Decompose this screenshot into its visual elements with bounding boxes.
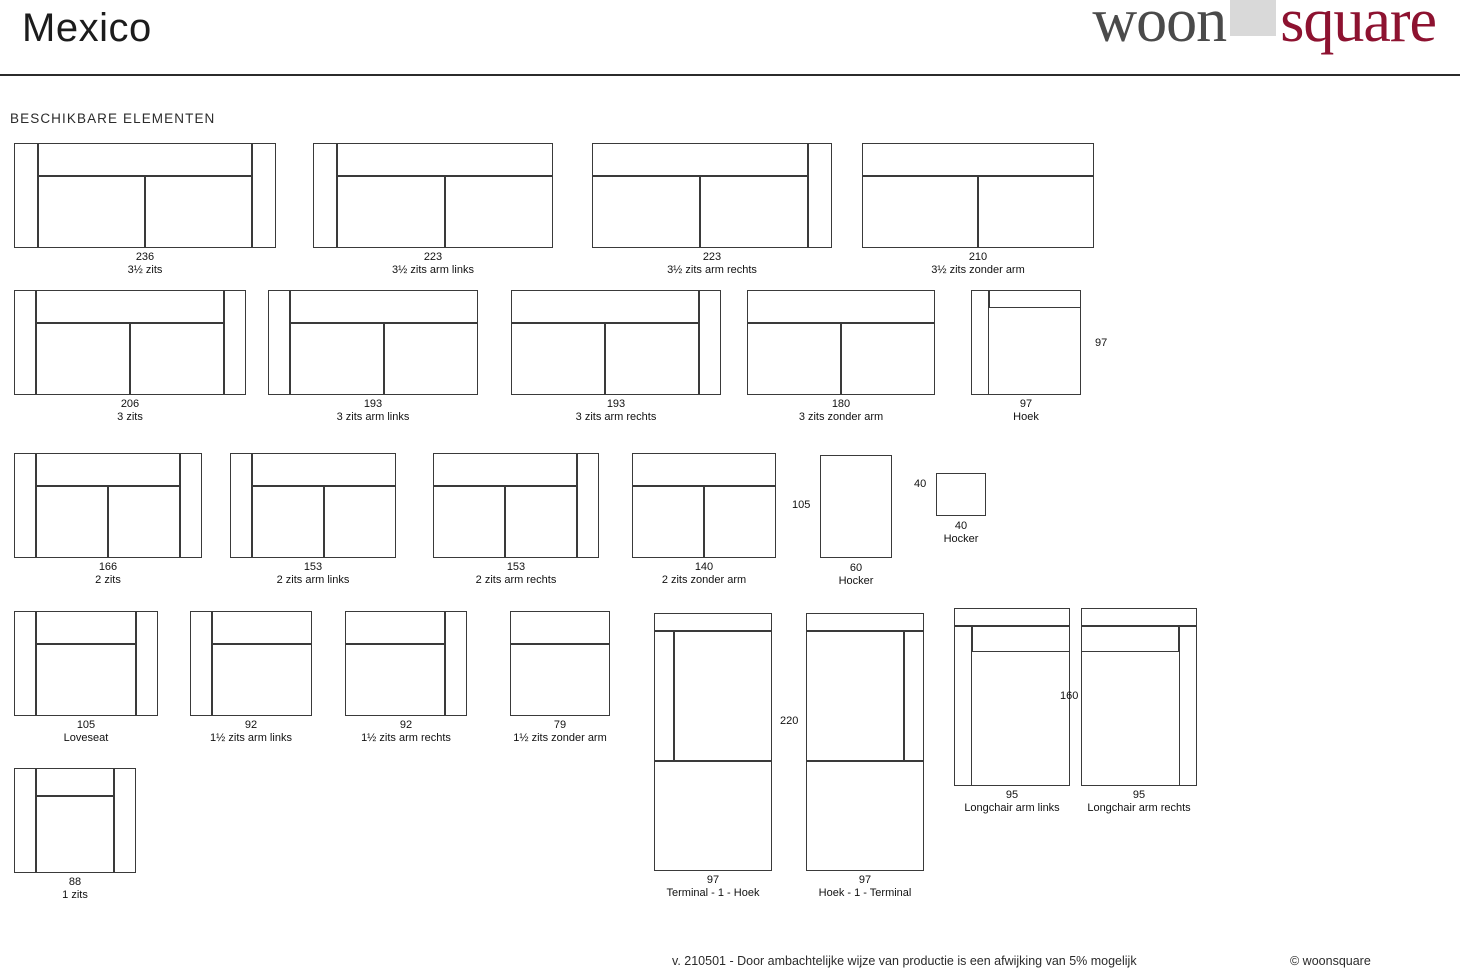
element-dimension: 140 (694, 561, 714, 573)
element-caption (230, 561, 396, 586)
element-caption (14, 719, 158, 744)
element-dimension: 95 (1005, 789, 1019, 801)
element-dimension: 180 (831, 398, 851, 410)
element-side-dimension: 40 (914, 478, 927, 490)
element-dimension: 97 (706, 874, 720, 886)
element-caption (433, 561, 599, 586)
element-label: 2 zits (95, 573, 121, 586)
element-92-arm-rechts (345, 608, 467, 748)
element-caption (14, 398, 246, 423)
element-caption (971, 398, 1081, 423)
element-97-hoek-1-terminal (806, 610, 924, 900)
element-side-dimension: 160 (1060, 690, 1079, 702)
element-105-loveseat (14, 608, 158, 748)
element-dimension: 105 (76, 719, 96, 731)
element-caption (747, 398, 935, 423)
element-caption (345, 719, 467, 744)
element-caption (592, 251, 832, 276)
element-dimension: 92 (399, 719, 413, 731)
element-label: Hocker (943, 532, 979, 545)
element-caption (14, 561, 202, 586)
element-dimension: 40 (954, 520, 968, 532)
element-193-arm-rechts (511, 287, 721, 427)
element-223-arm-rechts (592, 140, 832, 280)
element-label: 2 zits arm links (276, 573, 350, 586)
page-footer (0, 952, 1460, 974)
element-side-dimension: 97 (1095, 337, 1108, 349)
page-title: Mexico (22, 6, 152, 50)
element-caption (190, 719, 312, 744)
element-dimension: 206 (120, 398, 140, 410)
element-label: 2 zits zonder arm (661, 573, 747, 586)
element-95-longchair-arm-links (954, 605, 1079, 815)
element-caption (954, 789, 1070, 814)
element-label: 3 zits zonder arm (798, 410, 884, 423)
element-dimension: 97 (1019, 398, 1033, 410)
element-label: 1½ zits arm links (210, 731, 292, 744)
element-label: 3½ zits arm rechts (667, 263, 757, 276)
element-caption (14, 876, 136, 901)
element-dimension: 193 (606, 398, 626, 410)
element-dimension: 88 (68, 876, 82, 888)
element-97-hoek (971, 287, 1108, 427)
element-label: Hoek (1013, 410, 1039, 423)
footer-note: v. 210501 - Door ambachtelijke wijze van productie is een afwijking van 5% mogelijk (672, 954, 1137, 968)
element-88-1-zits (14, 765, 136, 905)
element-153-arm-links (230, 450, 396, 590)
element-caption (313, 251, 553, 276)
element-label: 3½ zits zonder arm (931, 263, 1025, 276)
element-label: Hocker (838, 574, 874, 587)
element-dimension: 153 (303, 561, 323, 573)
element-193-arm-links (268, 287, 478, 427)
element-153-arm-rechts (433, 450, 599, 590)
element-label: 3½ zits (127, 263, 163, 276)
element-caption (806, 874, 924, 899)
element-180-zonder-arm (747, 287, 935, 427)
element-140-zonder-arm (632, 450, 776, 590)
element-label: Hoek - 1 - Terminal (818, 886, 912, 899)
element-dimension: 95 (1132, 789, 1146, 801)
element-92-arm-links (190, 608, 312, 748)
element-dimension: 223 (423, 251, 443, 263)
element-236 (14, 140, 276, 280)
element-dimension: 210 (968, 251, 988, 263)
element-dimension: 236 (135, 251, 155, 263)
element-dimension: 193 (363, 398, 383, 410)
element-dimension: 79 (553, 719, 567, 731)
element-dimension: 97 (858, 874, 872, 886)
section-title: BESCHIKBARE ELEMENTEN (10, 111, 216, 126)
element-caption (936, 520, 986, 545)
element-210-zonder-arm (862, 140, 1094, 280)
element-79-zonder-arm (510, 608, 610, 748)
element-caption (1081, 789, 1197, 814)
element-label: 3 zits arm links (336, 410, 410, 423)
element-206 (14, 287, 246, 427)
logo-text-square: square (1280, 0, 1436, 55)
footer-copyright: © woonsquare (1290, 954, 1371, 968)
element-166 (14, 450, 202, 590)
element-label: 3½ zits arm links (392, 263, 474, 276)
element-label: Longchair arm rechts (1087, 801, 1191, 814)
element-40-hocker (914, 470, 986, 590)
element-label: Loveseat (63, 731, 109, 744)
element-label: 1½ zits zonder arm (513, 731, 607, 744)
element-label: Longchair arm links (964, 801, 1060, 814)
element-caption (820, 562, 892, 587)
element-dimension: 223 (702, 251, 722, 263)
element-label: 2 zits arm rechts (475, 573, 557, 586)
logo-text-woon: woon (1092, 0, 1227, 55)
element-caption (862, 251, 1094, 276)
element-label: 3 zits (117, 410, 143, 423)
element-label: 1½ zits arm rechts (361, 731, 451, 744)
element-caption (632, 561, 776, 586)
element-dimension: 153 (506, 561, 526, 573)
element-223-arm-links (313, 140, 553, 280)
element-caption (511, 398, 721, 423)
element-60-hocker (792, 452, 892, 592)
element-caption (654, 874, 772, 899)
element-dimension: 92 (244, 719, 258, 731)
element-caption (14, 251, 276, 276)
element-side-dimension: 220 (780, 715, 799, 727)
element-caption (268, 398, 478, 423)
element-97-terminal-1-hoek (654, 610, 799, 900)
element-dimension: 60 (849, 562, 863, 574)
element-dimension: 166 (98, 561, 118, 573)
element-label: 3 zits arm rechts (575, 410, 657, 423)
element-95-longchair-arm-rechts (1081, 605, 1197, 815)
element-label: Terminal - 1 - Hoek (666, 886, 760, 899)
element-side-dimension: 105 (792, 499, 811, 511)
element-caption (510, 719, 610, 744)
element-label: 1 zits (62, 888, 88, 901)
